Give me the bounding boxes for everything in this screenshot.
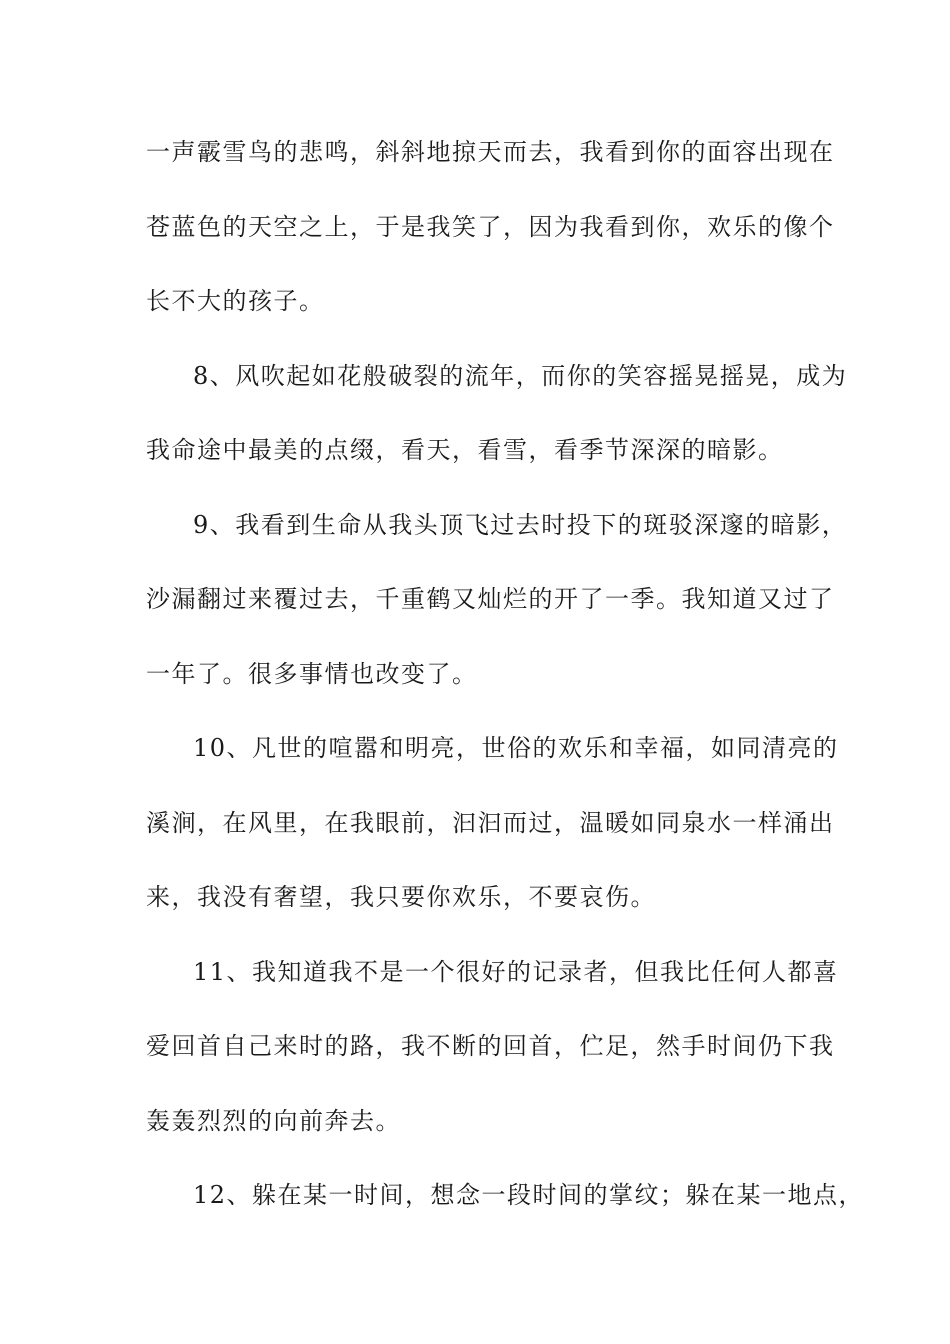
- text-line: 苍蓝色的天空之上，于是我笑了，因为我看到你，欢乐的像个: [146, 213, 835, 241]
- paragraph-start-10: 10、凡世的喧嚣和明亮，世俗的欢乐和幸福，如同清亮的: [193, 734, 839, 762]
- text-line: 溪涧，在风里，在我眼前，汩汩而过，温暖如同泉水一样涌出: [146, 809, 835, 837]
- paragraph-start-11: 11、我知道我不是一个很好的记录者，但我比任何人都喜: [193, 958, 839, 986]
- text-line: 长不大的孩子。: [146, 287, 325, 315]
- paragraph-start-8: 8、风吹起如花般破裂的流年，而你的笑容摇晃摇晃，成为: [193, 362, 848, 390]
- text-line: 一声霰雪鸟的悲鸣，斜斜地掠天而去，我看到你的面容出现在: [146, 138, 835, 166]
- text-line: 来，我没有奢望，我只要你欢乐，不要哀伤。: [146, 883, 656, 911]
- paragraph-start-12: 12、躲在某一时间，想念一段时间的掌纹；躲在某一地点，: [193, 1181, 865, 1209]
- text-line: 我命途中最美的点缀，看天，看雪，看季节深深的暗影。: [146, 436, 784, 464]
- text-line: 沙漏翻过来覆过去，千重鹤又灿烂的开了一季。我知道又过了: [146, 585, 835, 613]
- text-line: 一年了。很多事情也改变了。: [146, 660, 478, 688]
- text-line: 爱回首自己来时的路，我不断的回首，伫足，然手时间仍下我: [146, 1032, 835, 1060]
- text-line: 轰轰烈烈的向前奔去。: [146, 1107, 401, 1135]
- paragraph-start-9: 9、我看到生命从我头顶飞过去时投下的斑驳深邃的暗影，: [193, 511, 848, 539]
